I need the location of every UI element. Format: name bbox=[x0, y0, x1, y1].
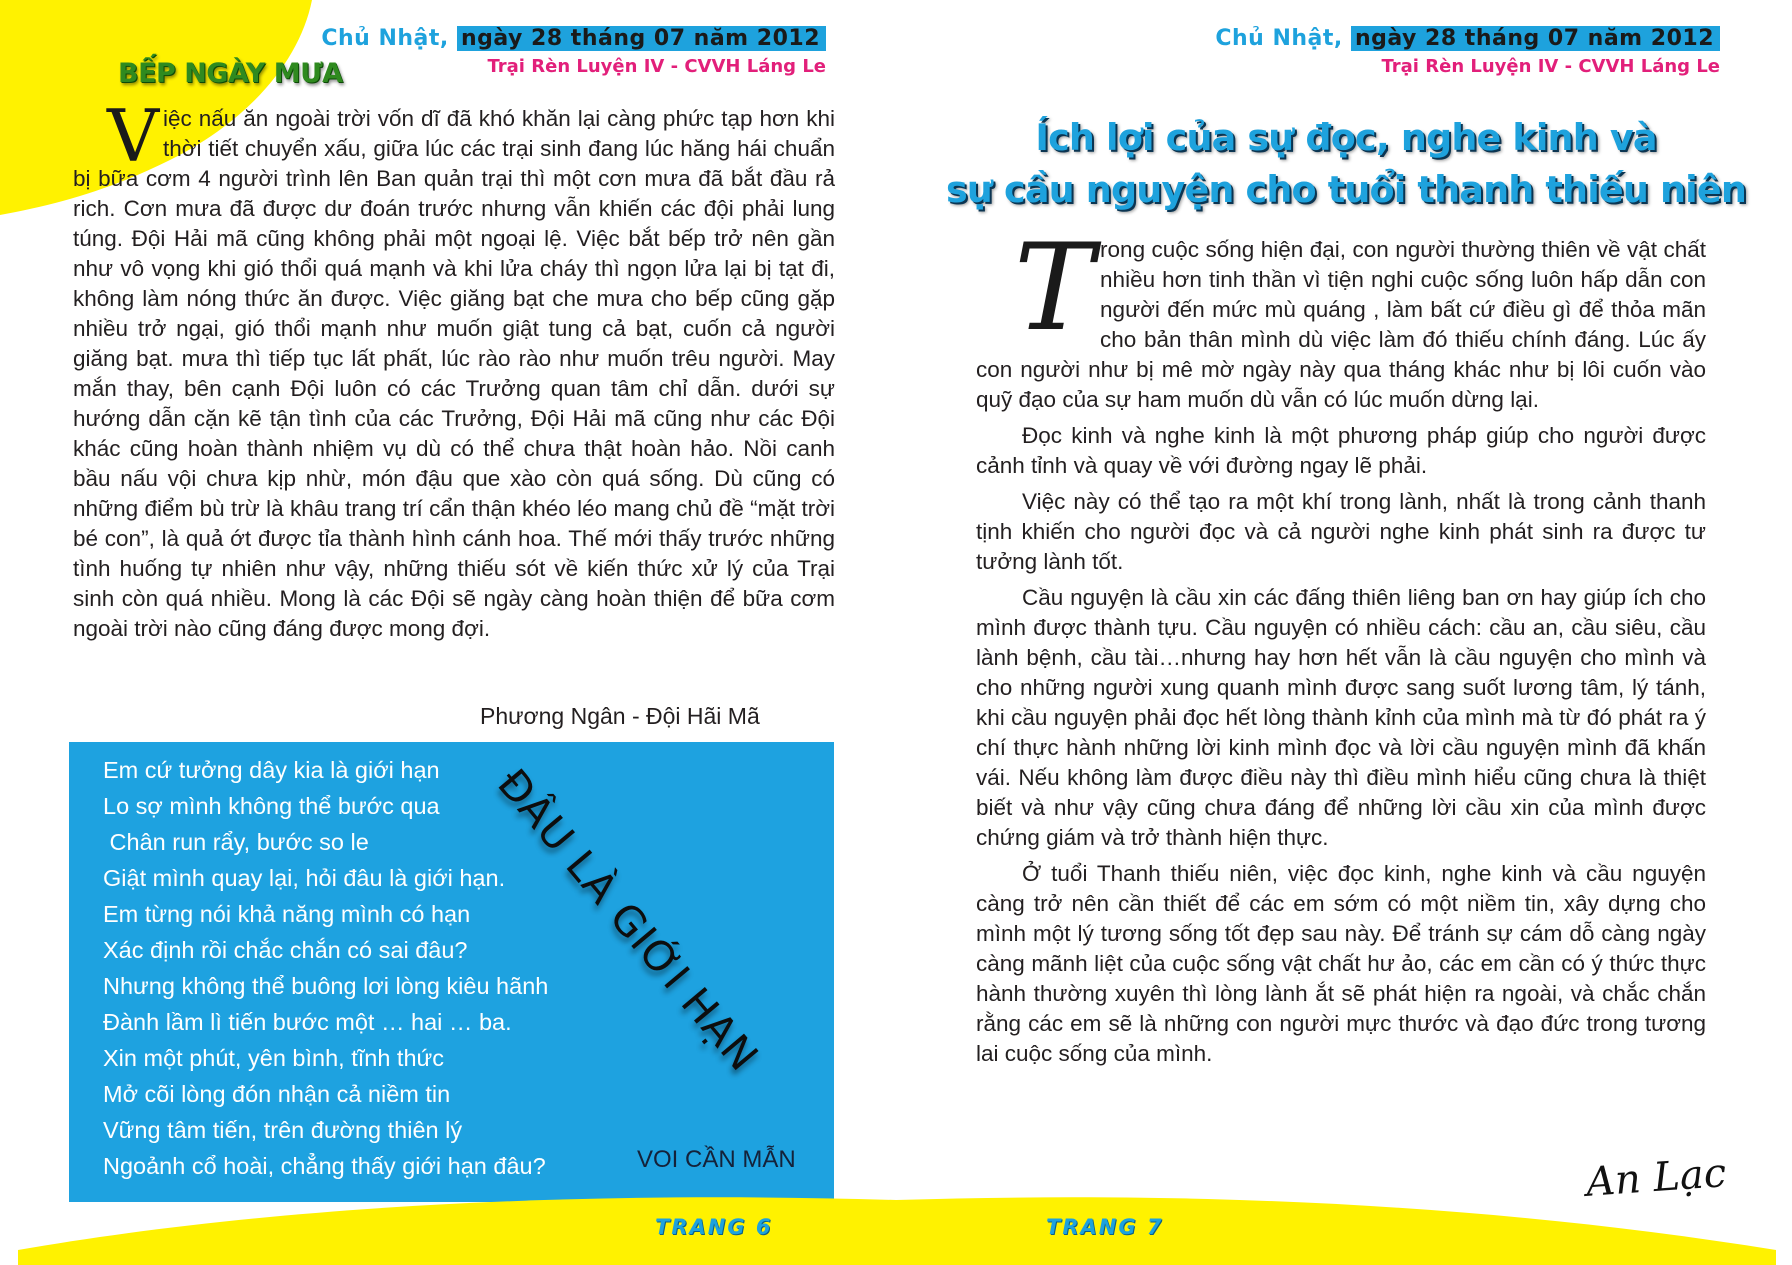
dropcap: T bbox=[1014, 219, 1095, 358]
page-number: TRANG 6 bbox=[655, 1215, 773, 1239]
poem-line: Chân run rẩy, bước so le bbox=[103, 829, 369, 855]
poem-line: Xác định rồi chắc chắn có sai đâu? bbox=[103, 937, 468, 963]
article-text: iệc nấu ăn ngoài trời vốn dĩ đã khó khăn lại càng phức tạp hơn khi thời tiết chuyển xấu, giữa lúc các trại sinh đang lúc hăng hái chuẩn bị bữa cơm 4 người trình lên Ban quản trại thì một cơn mưa đã bắt đầu rả rich. Cơn mưa đã được dư đoán trước nhưng vẫn khiến các đội phải lung túng. Đội Hải mã cũng không phải một ngoại lệ. Việc bắt bếp trở nên gần như vô vọng khi gió thổi quá mạnh và khi lửa cháy thì ngọn lửa lại bị tạt đi, không làm nóng thức ăn được. Việc giăng bạt che mưa cho bếp cũng gặp nhiều trở ngại, gió thổi mạnh như muốn giật tung cả bạt, cuốn cả người giăng bạt. mưa thì tiếp tục lất phất, lúc rào rào như muốn trêu người. May mắn thay, bên cạnh Đội luôn có các Trưởng quan tâm chỉ dẫn. dưới sự hướng dẫn cặn kẽ tận tình của các Trưởng, Đội Hải mã cũng như các Đội khác cũng hoàn thành nhiệm vụ dù có thể chưa thật hoàn hảo. Nồi canh bầu nấu vội chưa kịp nhừ, món đậu que xào còn quá sống. Dù cũng có những điểm bù trừ là khâu trang trí cẩn thận khéo léo mang chủ đề “mặt trời bé con”, là quả ớt được tỉa thành hình cánh hoa. Thế mới thấy trước những tình huống tự nhiên như vậy, những thiếu sót về kiến thức xử lý của Trại sinh còn quá nhiều. Mong là các Đội sẽ ngày càng hoàn thiện để bữa cơm ngoài trời nào cũng đáng được mong đợi. bbox=[73, 106, 835, 641]
header-date bbox=[321, 26, 826, 51]
page-number: TRANG 7 bbox=[1046, 1215, 1164, 1239]
dropcap: V bbox=[107, 94, 159, 178]
header-organization: Trại Rèn Luyện IV - CVVH Láng Le bbox=[1381, 56, 1720, 77]
poem-line: Đành lầm lì tiến bước một … hai … ba. bbox=[103, 1009, 512, 1035]
article-title: BẾP NGÀY MƯA bbox=[118, 58, 343, 89]
article-body bbox=[976, 219, 1706, 1075]
paragraph bbox=[976, 219, 1706, 415]
poem-line: Nhưng không thể buông lơi lòng kiêu hãnh bbox=[103, 973, 549, 999]
paragraph-text: rong cuộc sống hiện đại, con người thường thiên về vật chất nhiều hơn tinh thần vì tiện nghi cuộc sống luôn hấp dẫn con người đến mức mù quáng , làm bất cứ điều gì để thỏa mãn cho bản thân mình dù việc làm đó thiếu chính đáng. Lúc ấy con người như bị mê mờ ngày này qua tháng khác như bị lôi cuốn vào quỹ đạo của sự ham muốn dù vẫn có lúc muốn dừng lại. bbox=[976, 237, 1706, 412]
date-highlight: ngày 28 tháng 07 năm 2012 bbox=[457, 26, 826, 51]
article-title bbox=[936, 112, 1756, 216]
poem-line: Lo sợ mình không thể bước qua bbox=[103, 793, 440, 819]
poem-line: Em cứ tưởng dây kia là giới hạn bbox=[103, 757, 440, 783]
poem-line: Xin một phút, yên bình, tĩnh thức bbox=[103, 1045, 445, 1071]
poem-line: Mở cõi lòng đón nhận cả niềm tin bbox=[103, 1081, 451, 1107]
paragraph: Ở tuổi Thanh thiếu niên, việc đọc kinh, nghe kinh và cầu nguyện càng trở nên cần thiết để các em sớm có một niềm tin, xây dựng cho mình một lý tương sống tốt đẹp sau này. Để tránh sự cám dỗ càng ngày càng mãnh liệt của cuộc sống vật chất hư ảo, các em cần có ý thức thực hành thường xuyên thì lòng lành ắt sẽ phát hiện ra ngoài, và chắc chắn rằng các em sẽ là những con người mực thước và đạo đức trong tương lai cuộc sống của mình. bbox=[976, 861, 1706, 1066]
poem-line: Em từng nói khả năng mình có hạn bbox=[103, 901, 471, 927]
poem-author: VOI CẦN MẪN bbox=[637, 1146, 796, 1173]
poem-line: Ngoảnh cổ hoài, chẳng thấy giới hạn đâu? bbox=[103, 1153, 546, 1179]
footer-wave bbox=[896, 1178, 1792, 1265]
paragraph: Cầu nguyện là cầu xin các đấng thiên liêng ban ơn hay giúp ích cho mình được thành tựu. Cầu nguyện có nhiều cách: cầu an, cầu siêu, cầu lành bệnh, cầu tài…nhưng hay hơn hết vẫn là cầu nguyện cho mình và cho những người xung quanh mình được sang suốt lương tâm, lý tánh, khi cầu nguyện phải đọc hết lòng thành kỉnh của mình mà từ đó phát ra ý chí thực hành những lời kinh mình đọc và lời cầu nguyện mình đã khấn vái. Nếu không làm được điều này thì điều mình hiểu cũng chưa là thiệt biết và như vậy cũng chưa đáng để những lời cầu xin của mình được chứng giám và trở thành hiện thực. bbox=[976, 585, 1706, 850]
title-line-1: Ích lợi của sự đọc, nghe kinh và bbox=[1035, 116, 1657, 159]
signature: An Lạc bbox=[1584, 1150, 1728, 1206]
article-author: Phương Ngân - Đội Hãi Mã bbox=[480, 703, 760, 729]
date-prefix: Chủ Nhật, bbox=[321, 26, 449, 51]
date-prefix: Chủ Nhật, bbox=[1215, 26, 1343, 51]
header-organization: Trại Rèn Luyện IV - CVVH Láng Le bbox=[487, 56, 826, 77]
paragraph: Việc này có thể tạo ra một khí trong lành, nhất là trong cảnh thanh tịnh khiến cho người đọc và cả người nghe kinh phát sinh ra được tư tưởng lành tốt. bbox=[976, 489, 1706, 574]
poem-lines bbox=[103, 752, 548, 1184]
paragraph: Đọc kinh và nghe kinh là một phương pháp giúp cho người được cảnh tỉnh và quay về với đường ngay lẽ phải. bbox=[976, 423, 1706, 478]
right-page bbox=[896, 0, 1792, 1265]
title-line-2: sự cầu nguyện cho tuổi thanh thiếu niên bbox=[945, 168, 1746, 211]
poem-box bbox=[69, 742, 834, 1202]
date-highlight: ngày 28 tháng 07 năm 2012 bbox=[1351, 26, 1720, 51]
poem-title: ĐÂU LÀ GIỚI HẠN bbox=[488, 760, 768, 1081]
poem-line: Vững tâm tiến, trên đường thiên lý bbox=[103, 1117, 463, 1143]
header-date bbox=[1215, 26, 1720, 51]
article-body bbox=[73, 94, 835, 644]
poem-line: Giật mình quay lại, hỏi đâu là giới hạn. bbox=[103, 865, 506, 891]
